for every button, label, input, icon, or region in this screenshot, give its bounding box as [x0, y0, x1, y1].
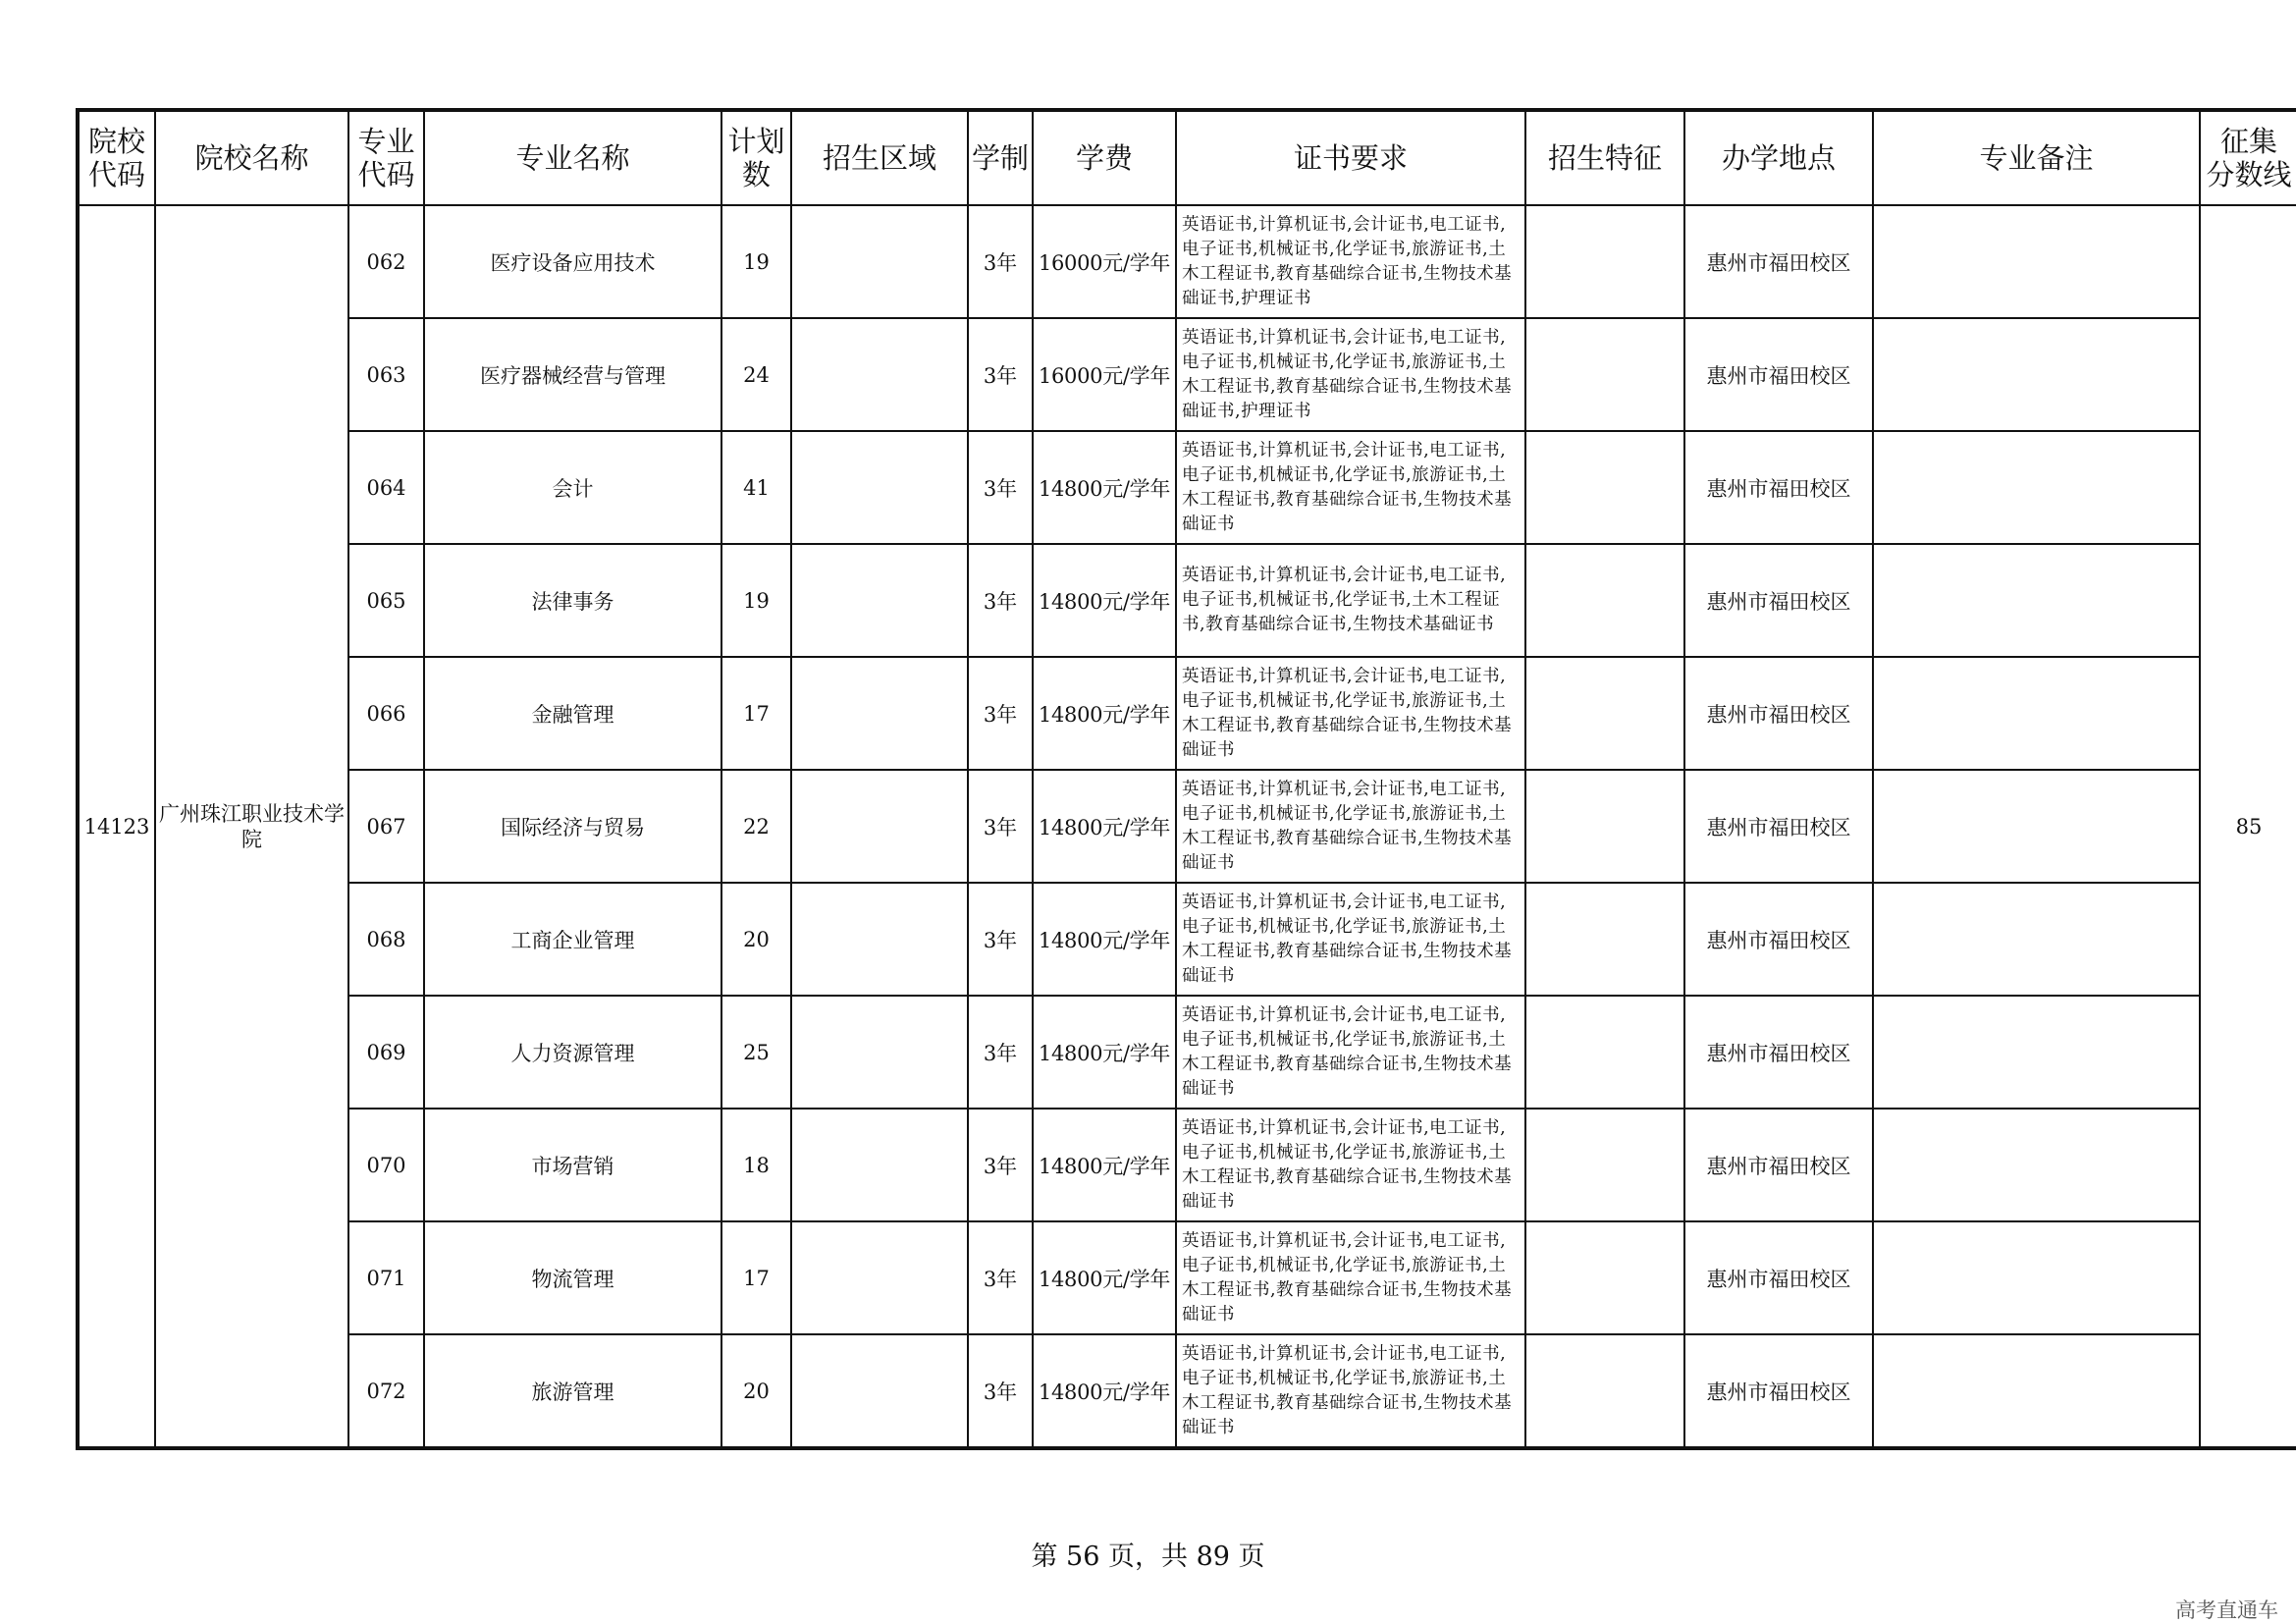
table-row [78, 883, 2296, 996]
region-cell [791, 996, 968, 1109]
location-cell: 惠州市福田校区 [1684, 205, 1873, 318]
major-code-cell: 065 [348, 544, 424, 657]
certificate-cell: 英语证书,计算机证书,会计证书,电工证书,电子证书,机械证书,化学证书,旅游证书,土木工程证书,教育基础综合证书,生物技术基础证书 [1176, 996, 1525, 1109]
region-cell [791, 1221, 968, 1334]
major-code-cell: 062 [348, 205, 424, 318]
feature-cell [1525, 1221, 1684, 1334]
location-header: 办学地点 [1684, 110, 1873, 205]
table-row [78, 1221, 2296, 1334]
plan-count-cell: 20 [721, 1334, 791, 1448]
note-cell [1873, 544, 2200, 657]
major-code-cell: 071 [348, 1221, 424, 1334]
major-code-cell: 063 [348, 318, 424, 431]
major-code-cell: 064 [348, 431, 424, 544]
location-cell: 惠州市福田校区 [1684, 431, 1873, 544]
plan-count-header: 计划 数 [721, 110, 791, 205]
duration-header: 学制 [968, 110, 1033, 205]
certificate-cell: 英语证书,计算机证书,会计证书,电工证书,电子证书,机械证书,化学证书,旅游证书,土木工程证书,教育基础综合证书,生物技术基础证书,护理证书 [1176, 205, 1525, 318]
major-name-cell: 旅游管理 [424, 1334, 721, 1448]
feature-cell [1525, 883, 1684, 996]
tuition-cell: 14800元/学年 [1033, 657, 1176, 770]
feature-cell [1525, 318, 1684, 431]
region-cell [791, 205, 968, 318]
watermark: 高考直通车 [2175, 1598, 2278, 1622]
tuition-header: 学费 [1033, 110, 1176, 205]
table-row [78, 318, 2296, 431]
duration-cell: 3年 [968, 544, 1033, 657]
tuition-cell: 14800元/学年 [1033, 770, 1176, 883]
tuition-cell: 14800元/学年 [1033, 1109, 1176, 1221]
feature-cell [1525, 770, 1684, 883]
certificate-header: 证书要求 [1176, 110, 1525, 205]
plan-count-cell: 41 [721, 431, 791, 544]
tuition-cell: 14800元/学年 [1033, 431, 1176, 544]
plan-count-cell: 25 [721, 996, 791, 1109]
note-cell [1873, 996, 2200, 1109]
major-name-cell: 市场营销 [424, 1109, 721, 1221]
major-code-cell: 067 [348, 770, 424, 883]
certificate-cell: 英语证书,计算机证书,会计证书,电工证书,电子证书,机械证书,化学证书,旅游证书,土木工程证书,教育基础综合证书,生物技术基础证书 [1176, 1109, 1525, 1221]
feature-header: 招生特征 [1525, 110, 1684, 205]
location-cell: 惠州市福田校区 [1684, 657, 1873, 770]
certificate-cell: 英语证书,计算机证书,会计证书,电工证书,电子证书,机械证书,化学证书,旅游证书,土木工程证书,教育基础综合证书,生物技术基础证书 [1176, 1334, 1525, 1448]
table-body [78, 205, 2296, 1448]
region-cell [791, 883, 968, 996]
table-row [78, 431, 2296, 544]
certificate-cell: 英语证书,计算机证书,会计证书,电工证书,电子证书,机械证书,化学证书,旅游证书,土木工程证书,教育基础综合证书,生物技术基础证书 [1176, 1221, 1525, 1334]
note-cell [1873, 770, 2200, 883]
note-cell [1873, 883, 2200, 996]
certificate-cell: 英语证书,计算机证书,会计证书,电工证书,电子证书,机械证书,化学证书,旅游证书,土木工程证书,教育基础综合证书,生物技术基础证书 [1176, 657, 1525, 770]
duration-cell: 3年 [968, 205, 1033, 318]
header-row [78, 110, 2296, 205]
major-code-cell: 066 [348, 657, 424, 770]
duration-cell: 3年 [968, 657, 1033, 770]
note-cell [1873, 1221, 2200, 1334]
region-cell [791, 318, 968, 431]
school-code-header: 院校 代码 [78, 110, 155, 205]
region-cell [791, 657, 968, 770]
feature-cell [1525, 1334, 1684, 1448]
duration-cell: 3年 [968, 1109, 1033, 1221]
table-row [78, 1109, 2296, 1221]
major-code-cell: 070 [348, 1109, 424, 1221]
major-name-cell: 工商企业管理 [424, 883, 721, 996]
plan-count-cell: 19 [721, 205, 791, 318]
table-row [78, 770, 2296, 883]
school-name-cell: 广州珠江职业技术学院 [155, 205, 348, 1448]
tuition-cell: 14800元/学年 [1033, 1221, 1176, 1334]
tuition-cell: 14800元/学年 [1033, 883, 1176, 996]
duration-cell: 3年 [968, 996, 1033, 1109]
duration-cell: 3年 [968, 1221, 1033, 1334]
plan-count-cell: 20 [721, 883, 791, 996]
plan-count-cell: 17 [721, 657, 791, 770]
major-name-cell: 会计 [424, 431, 721, 544]
page-number: 第 56 页，共 89 页 [1031, 1542, 1265, 1572]
plan-count-cell: 17 [721, 1221, 791, 1334]
location-cell: 惠州市福田校区 [1684, 1221, 1873, 1334]
note-cell [1873, 318, 2200, 431]
tuition-cell: 14800元/学年 [1033, 996, 1176, 1109]
major-name-cell: 法律事务 [424, 544, 721, 657]
region-cell [791, 544, 968, 657]
certificate-cell: 英语证书,计算机证书,会计证书,电工证书,电子证书,机械证书,化学证书,旅游证书,土木工程证书,教育基础综合证书,生物技术基础证书 [1176, 770, 1525, 883]
major-code-cell: 072 [348, 1334, 424, 1448]
region-cell [791, 431, 968, 544]
note-cell [1873, 431, 2200, 544]
location-cell: 惠州市福田校区 [1684, 770, 1873, 883]
score-line-cell: 85 [2200, 205, 2296, 1448]
region-header: 招生区域 [791, 110, 968, 205]
feature-cell [1525, 657, 1684, 770]
duration-cell: 3年 [968, 318, 1033, 431]
region-cell [791, 1334, 968, 1448]
note-cell [1873, 1109, 2200, 1221]
major-code-cell: 069 [348, 996, 424, 1109]
major-code-cell: 068 [348, 883, 424, 996]
note-cell [1873, 1334, 2200, 1448]
score-line-header: 征集 分数线 [2200, 110, 2296, 205]
region-cell [791, 1109, 968, 1221]
duration-cell: 3年 [968, 1334, 1033, 1448]
feature-cell [1525, 996, 1684, 1109]
certificate-cell: 英语证书,计算机证书,会计证书,电工证书,电子证书,机械证书,化学证书,土木工程证书,教育基础综合证书,生物技术基础证书 [1176, 544, 1525, 657]
feature-cell [1525, 431, 1684, 544]
location-cell: 惠州市福田校区 [1684, 544, 1873, 657]
tuition-cell: 14800元/学年 [1033, 544, 1176, 657]
feature-cell [1525, 544, 1684, 657]
major-name-cell: 物流管理 [424, 1221, 721, 1334]
table-row [78, 657, 2296, 770]
table-row [78, 544, 2296, 657]
major-name-cell: 医疗设备应用技术 [424, 205, 721, 318]
major-name-cell: 医疗器械经营与管理 [424, 318, 721, 431]
location-cell: 惠州市福田校区 [1684, 883, 1873, 996]
location-cell: 惠州市福田校区 [1684, 1334, 1873, 1448]
plan-count-cell: 19 [721, 544, 791, 657]
location-cell: 惠州市福田校区 [1684, 318, 1873, 431]
school-code-cell: 14123 [78, 205, 155, 1448]
duration-cell: 3年 [968, 431, 1033, 544]
feature-cell [1525, 1109, 1684, 1221]
major-name-cell: 金融管理 [424, 657, 721, 770]
tuition-cell: 16000元/学年 [1033, 205, 1176, 318]
duration-cell: 3年 [968, 883, 1033, 996]
note-header: 专业备注 [1873, 110, 2200, 205]
admissions-table [76, 108, 2296, 1450]
region-cell [791, 770, 968, 883]
major-name-cell: 人力资源管理 [424, 996, 721, 1109]
duration-cell: 3年 [968, 770, 1033, 883]
certificate-cell: 英语证书,计算机证书,会计证书,电工证书,电子证书,机械证书,化学证书,旅游证书,土木工程证书,教育基础综合证书,生物技术基础证书 [1176, 883, 1525, 996]
location-cell: 惠州市福田校区 [1684, 1109, 1873, 1221]
tuition-cell: 14800元/学年 [1033, 1334, 1176, 1448]
plan-count-cell: 18 [721, 1109, 791, 1221]
certificate-cell: 英语证书,计算机证书,会计证书,电工证书,电子证书,机械证书,化学证书,旅游证书,土木工程证书,教育基础综合证书,生物技术基础证书 [1176, 431, 1525, 544]
plan-count-cell: 22 [721, 770, 791, 883]
note-cell [1873, 205, 2200, 318]
plan-count-cell: 24 [721, 318, 791, 431]
location-cell: 惠州市福田校区 [1684, 996, 1873, 1109]
major-name-cell: 国际经济与贸易 [424, 770, 721, 883]
table-row [78, 996, 2296, 1109]
certificate-cell: 英语证书,计算机证书,会计证书,电工证书,电子证书,机械证书,化学证书,旅游证书,土木工程证书,教育基础综合证书,生物技术基础证书,护理证书 [1176, 318, 1525, 431]
table-row [78, 1334, 2296, 1448]
tuition-cell: 16000元/学年 [1033, 318, 1176, 431]
note-cell [1873, 657, 2200, 770]
major-name-header: 专业名称 [424, 110, 721, 205]
feature-cell [1525, 205, 1684, 318]
table-row [78, 205, 2296, 318]
major-code-header: 专业 代码 [348, 110, 424, 205]
school-name-header: 院校名称 [155, 110, 348, 205]
